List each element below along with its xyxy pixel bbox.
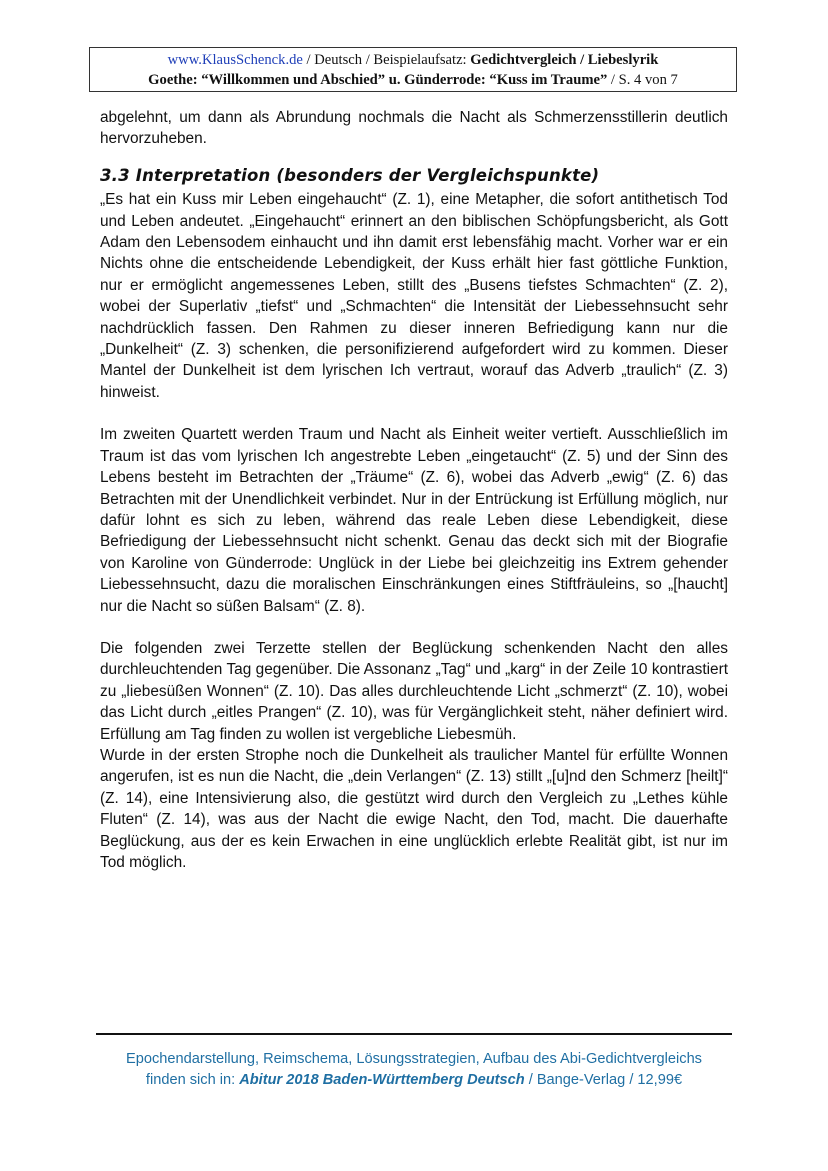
header-topic: Gedichtvergleich / Liebeslyrik [470, 52, 659, 68]
header-page-number: / S. 4 von 7 [607, 72, 678, 88]
footer-divider [96, 1033, 732, 1035]
document-body [100, 107, 728, 873]
header-works: Goethe: “Willkommen und Abschied” u. Günderrode: “Kuss im Traume” [148, 72, 608, 88]
header-breadcrumb: / Deutsch / Beispielaufsatz: [302, 52, 471, 68]
paragraph-1: „Es hat ein Kuss mir Leben eingehaucht“ (Z. 1), eine Metapher, die sofort antithetisch Tod und Leben andeutet. „Eingehaucht“ erinnert an den biblischen Schöpfungsbericht, als Gott Adam den Lebensodem einhaucht und ihn damit erst lebensfähig macht. Vorher war er ein Nichts ohne die entscheidende Lebendigkeit, der Kuss erhält hier fast göttliche Funktion, nur er ermöglicht angemessenes Leben, stillt des „Busens tiefstes Schmachten“ (Z. 2), wobei der Superlativ „tiefst“ und „Schmachten“ die Intensität der Liebessehnsucht sehr nachdrücklich fassen. Den Rahmen zu dieser inneren Befriedigung kann nur die „Dunkelheit“ (Z. 3) schenken, die personifizierend aufgefordert wird zu kommen. Dieser Mantel der Dunkelheit ist dem lyrischen Ich vertraut, worauf das Adverb „traulich“ (Z. 3) hinweist. [100, 191, 728, 401]
paragraph-2: Im zweiten Quartett werden Traum und Nacht als Einheit weiter vertieft. Ausschließlich im Traum ist das vom lyrischen Ich angestrebte Leben „eingetaucht“ (Z. 5) und der Sinn des Lebens besteht im Betrachten der „Träume“ (Z. 6), wobei das Adverb „ewig“ (Z. 6) das Betrachten mit der Unendlichkeit verbindet. Nur in der Entrückung ist Erfüllung möglich, nur dafür lohnt es sich zu leben, während das reale Leben diese Lebendigkeit, diese Befriedigung der Liebessehnsucht nicht schenkt. Genau das deckt sich mit der Biografie von Karoline von Günderrode: Unglück in der Liebe bei gleichzeitig ins Extrem gehender Liebessehnsucht, dazu die moralischen Einschränkungen eines Stiftfräuleins, so „[haucht] nur die Nacht so süßen Balsam“ (Z. 8). [100, 426, 728, 615]
header-line-1 [90, 50, 736, 70]
page-footer [96, 1049, 732, 1091]
header-line-2 [90, 70, 736, 90]
book-title: Abitur 2018 Baden-Württemberg Deutsch [239, 1072, 525, 1088]
page-header [89, 47, 737, 92]
site-link[interactable]: www.KlausSchenck.de [167, 52, 303, 68]
paragraph-3: Die folgenden zwei Terzette stellen der Beglückung schenkenden Nacht den alles durchleuchtenden Tag gegenüber. Die Assonanz „Tag“ und „karg“ in der Zeile 10 kontrastiert zu „liebesüßen Wonnen“ (Z. 10). Das alles durchleuchtende Licht „schmerzt“ (Z. 10), wobei das Licht durch „eitles Prangen“ (Z. 10), was für Vergänglichkeit steht, näher definiert wird. Erfüllung am Tag finden zu wollen ist vergebliche Liebesmüh. [100, 639, 728, 743]
intro-paragraph: abgelehnt, um dann als Abrundung nochmals die Nacht als Schmerzensstillerin deutlich hervorzuheben. [100, 109, 728, 148]
footer-line-2: finden sich in: Abitur 2018 Baden-Württemberg Deutsch / Bange-Verlag / 12,99€ [145, 1072, 683, 1088]
paragraph-4: Wurde in der ersten Strophe noch die Dunkelheit als traulicher Mantel für erfüllte Wonnen angerufen, ist es nun die Nacht, die „dein Verlangen“ (Z. 13) stillt „[u]nd den Schmerz [heilt]“ (Z. 14), eine Intensivierung also, die gestützt wird durch den Vergleich zu „Lethes kühle Fluten“ (Z. 14), was aus der Nacht die ewige Nacht, den Tod, macht. Die dauerhafte Beglückung, aus der es kein Erwachen in eine unglücklich erlebte Realität gibt, ist nur im Tod möglich. [100, 746, 728, 871]
footer-line-1: Epochendarstellung, Reimschema, Lösungsstrategien, Aufbau des Abi-Gedichtvergleichs [126, 1051, 702, 1067]
section-heading: 3.3 Interpretation (besonders der Vergleichspunkte) [100, 165, 600, 185]
